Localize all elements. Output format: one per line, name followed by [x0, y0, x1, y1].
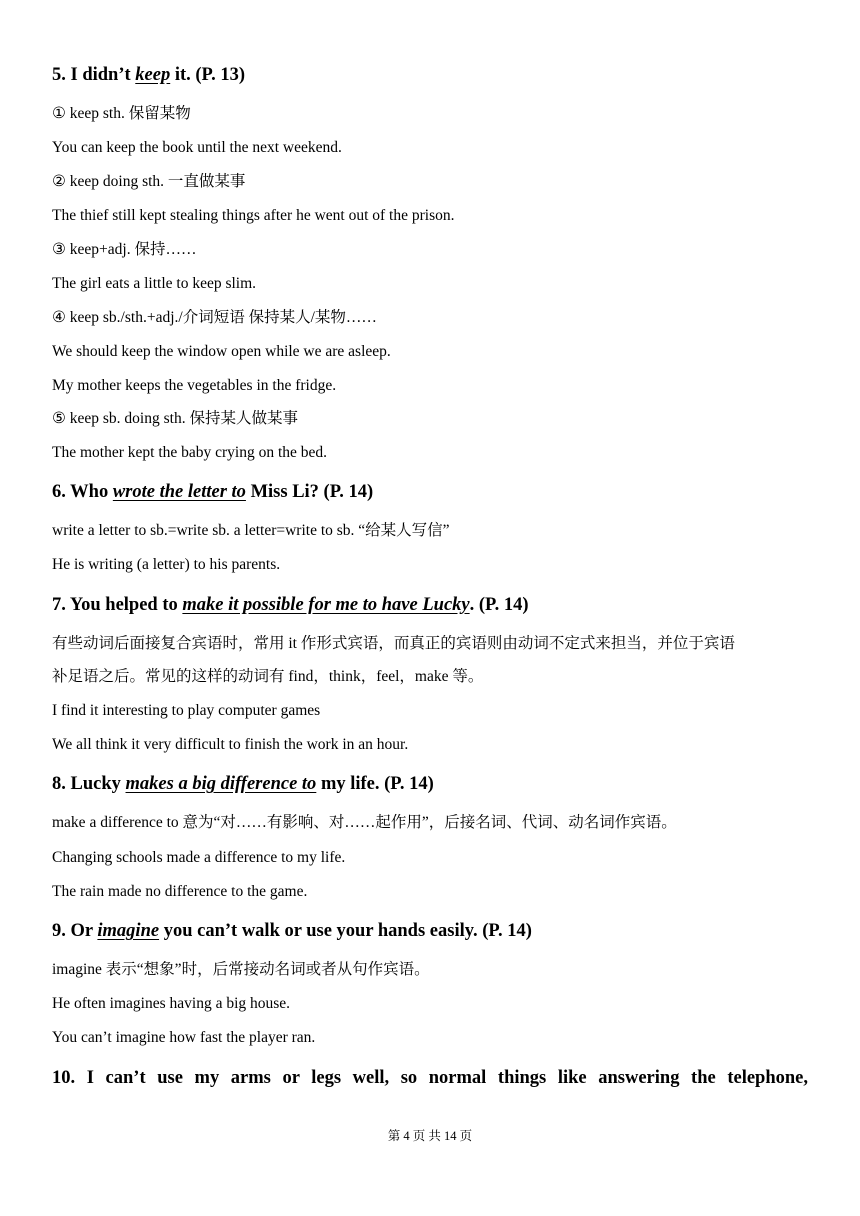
heading-text: you can’t walk or use your hands easily. (P. 14)	[159, 921, 532, 941]
key-phrase: imagine	[97, 921, 160, 941]
heading-text: 9. Or	[52, 921, 98, 941]
page-footer: 第 4 页 共 14 页	[387, 1129, 473, 1143]
body-line: You can keep the book until the next weekend.	[52, 139, 342, 156]
body-line: He is writing (a letter) to his parents.	[52, 556, 281, 573]
body-line: ② keep doing sth. 一直做某事	[52, 173, 246, 190]
key-phrase: wrote the letter to	[112, 482, 246, 502]
heading-text: Miss Li? (P. 14)	[245, 482, 374, 502]
key-phrase: make it possible for me to have Lucky	[182, 595, 470, 615]
section-heading	[52, 595, 529, 615]
section-heading	[52, 921, 532, 941]
body-line: The mother kept the baby crying on the bed.	[52, 444, 328, 461]
body-line: write a letter to sb.=write sb. a letter=write to sb. “给某人写信”	[52, 522, 450, 539]
body-line: ① keep sth. 保留某物	[52, 105, 191, 122]
body-line: The girl eats a little to keep slim.	[52, 275, 257, 292]
heading-text: 5. I didn’t	[52, 65, 136, 85]
key-phrase: keep	[135, 65, 171, 85]
body-line: Changing schools made a difference to my life.	[52, 849, 346, 866]
body-line: The thief still kept stealing things after he went out of the prison.	[52, 207, 455, 224]
body-line: You can’t imagine how fast the player ran.	[52, 1029, 316, 1046]
key-phrase: makes a big difference to	[125, 774, 317, 794]
body-line: We all think it very difficult to finish the work in an hour.	[52, 736, 409, 753]
section-heading	[52, 65, 245, 85]
body-line: ⑤ keep sb. doing sth. 保持某人做某事	[52, 410, 298, 427]
body-line: 有些动词后面接复合宾语时，常用 it 作形式宾语，而真正的宾语则由动词不定式来担当，并位于宾语	[52, 635, 735, 652]
body-line: We should keep the window open while we are asleep.	[52, 343, 391, 360]
heading-text: it. (P. 13)	[170, 65, 246, 85]
section-heading	[52, 774, 434, 794]
heading-text: 7. You helped to	[52, 595, 183, 615]
heading-text: . (P. 14)	[469, 595, 529, 615]
body-line: imagine 表示“想象”时，后常接动名词或者从句作宾语。	[52, 961, 430, 978]
body-line: My mother keeps the vegetables in the fridge.	[52, 377, 337, 394]
body-line: make a difference to 意为“对……有影响、对……起作用”，后接名词、代词、动名词作宾语。	[52, 814, 677, 831]
body-line: I find it interesting to play computer games	[52, 702, 321, 719]
heading-text: 6. Who	[52, 482, 113, 502]
body-line: 补足语之后。常见的这样的动词有 find，think，feel，make 等。	[52, 668, 484, 685]
body-line: ③ keep+adj. 保持……	[52, 241, 197, 258]
heading-10: 10. I can’t use my arms or legs well, so normal things like answering the telephone,	[52, 1068, 808, 1088]
body-line: ④ keep sb./sth.+adj./介词短语 保持某人/某物……	[52, 309, 377, 326]
body-line: The rain made no difference to the game.	[52, 883, 308, 900]
section-heading	[52, 482, 373, 502]
heading-text: 8. Lucky	[52, 774, 126, 794]
body-line: He often imagines having a big house.	[52, 995, 291, 1012]
heading-text: my life. (P. 14)	[316, 774, 434, 794]
